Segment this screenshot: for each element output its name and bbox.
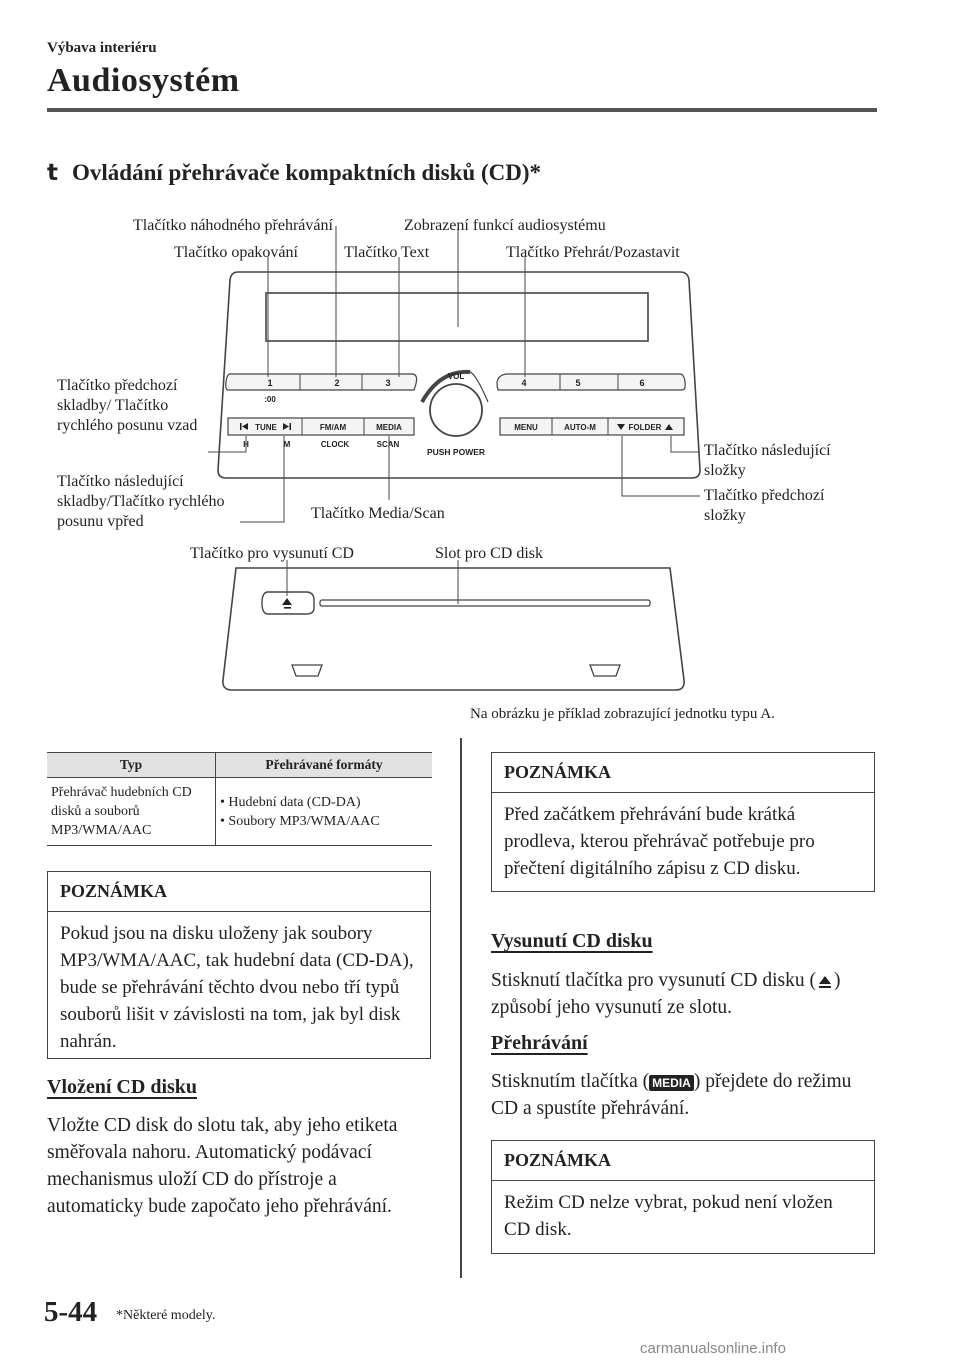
label-prev-folder: Tlačítko předchozí složky [704, 487, 825, 524]
eject-text-before: Stisknutí tlačítka pro vysunutí CD disku ( [491, 970, 816, 991]
media-button-icon: MEDIA [649, 1075, 694, 1091]
note-label: POZNÁMKA [48, 872, 430, 912]
note-box-right-bottom [491, 1140, 875, 1254]
insert-cd-text: Vložte CD disk do slotu tak, aby jeho etiketa směřovala nahoru. Automatický podávací mechanismus uloží CD do přístroje a automaticky bude započato jeho přehrávání. [47, 1115, 398, 1217]
diagram-caption: Na obrázku je příklad zobrazující jednotku typu A. [470, 706, 775, 722]
push-power-label: PUSH POWER [426, 447, 486, 457]
table-cell-type: Přehrávač hudebních CD disků a souborů MP3/WMA/AAC [47, 778, 216, 846]
footnote: *Některé modely. [116, 1308, 216, 1323]
format-item: • Soubory MP3/WMA/AAC [220, 813, 380, 829]
eject-cd-heading: Vysunutí CD disku [491, 930, 653, 952]
table-cell-formats [216, 778, 433, 846]
note-text: Pokud jsou na disku uloženy jak soubory MP3/WMA/AAC, tak hudební data (CD-DA), bude se přehrávání těchto dvou nebo tří typů souborů lišit v závislosti na tom, jak byl disk nahrán. [60, 923, 414, 1052]
note-text: Před začátkem přehrávání bude krátká prodleva, kterou přehrávač potřebuje pro přečtení digitálního zápisu z CD disku. [504, 804, 815, 879]
label-shuffle: Tlačítko náhodného přehrávání [133, 217, 333, 234]
eject-cd-text [491, 967, 876, 1021]
folder-label: FOLDER [628, 423, 662, 432]
clock-label: CLOCK [320, 440, 350, 449]
label-text-button: Tlačítko Text [344, 244, 430, 261]
watermark: carmanualsonline.info [640, 1340, 786, 1357]
preset-2: 2 [334, 378, 340, 388]
note-box-left [47, 871, 431, 1059]
label-prev-track: Tlačítko předchozí skladby/ Tlačítko rychlého posunu vzad [57, 377, 198, 434]
play-text [491, 1068, 876, 1122]
play-heading: Přehrávání [491, 1032, 588, 1054]
page-number: 5-44 [44, 1296, 98, 1328]
clock-00-label: :00 [264, 395, 276, 404]
heading-text: Ovládání přehrávače kompaktních disků (CD)* [72, 160, 542, 185]
section-label: Výbava interiéru [47, 40, 157, 56]
play-text-before: Stisknutím tlačítka ( [491, 1071, 650, 1092]
table-header-formats: Přehrávané formáty [216, 753, 433, 778]
heading-marker: t [47, 160, 58, 186]
display-window [266, 293, 648, 341]
note-box-right-top [491, 752, 875, 892]
play-text-after: ) přejdete do režimu CD a spustíte přehrávání. [491, 1071, 852, 1119]
h-label: H [243, 440, 249, 449]
preset-1: 1 [267, 378, 273, 388]
note-text: Režim CD nelze vybrat, pokud není vložen CD disk. [504, 1192, 833, 1240]
preset-4: 4 [521, 378, 527, 388]
preset-3: 3 [385, 378, 391, 388]
label-media-scan: Tlačítko Media/Scan [311, 505, 445, 522]
insert-cd-heading: Vložení CD disku [47, 1076, 198, 1098]
note-label: POZNÁMKA [492, 1141, 874, 1181]
note-label: POZNÁMKA [492, 753, 874, 793]
label-display: Zobrazení funkcí audiosystému [404, 217, 606, 234]
label-play-pause: Tlačítko Přehrát/Pozastavit [506, 244, 680, 261]
auto-m-label: AUTO-M [564, 423, 596, 432]
eject-icon [816, 974, 834, 990]
label-next-folder: Tlačítko následující složky [704, 442, 831, 479]
vol-label: VOL [447, 372, 465, 381]
preset-6: 6 [639, 378, 645, 388]
page-title: Audiosystém [47, 62, 240, 99]
label-eject: Tlačítko pro vysunutí CD [190, 545, 354, 562]
label-slot: Slot pro CD disk [435, 545, 544, 562]
column-divider [460, 738, 462, 1278]
label-repeat: Tlačítko opakování [174, 244, 298, 261]
eject-text-after: ) způsobí jeho vysunutí ze slotu. [491, 970, 841, 1018]
m-label: M [283, 440, 291, 449]
tune-label: TUNE [255, 423, 277, 432]
menu-label: MENU [514, 423, 538, 432]
preset-5: 5 [575, 378, 581, 388]
table-header-type: Typ [47, 753, 216, 778]
volume-knob [430, 384, 482, 436]
media-label: MEDIA [376, 423, 402, 432]
label-next-track: Tlačítko následující skladby/Tlačítko rychlého posunu vpřed [57, 473, 225, 530]
table-row [47, 778, 432, 846]
scan-label: SCAN [376, 440, 400, 449]
cd-slot [320, 600, 650, 606]
formats-table [47, 752, 432, 846]
format-item: • Hudební data (CD-DA) [220, 794, 361, 810]
fm-am-label: FM/AM [319, 423, 347, 432]
